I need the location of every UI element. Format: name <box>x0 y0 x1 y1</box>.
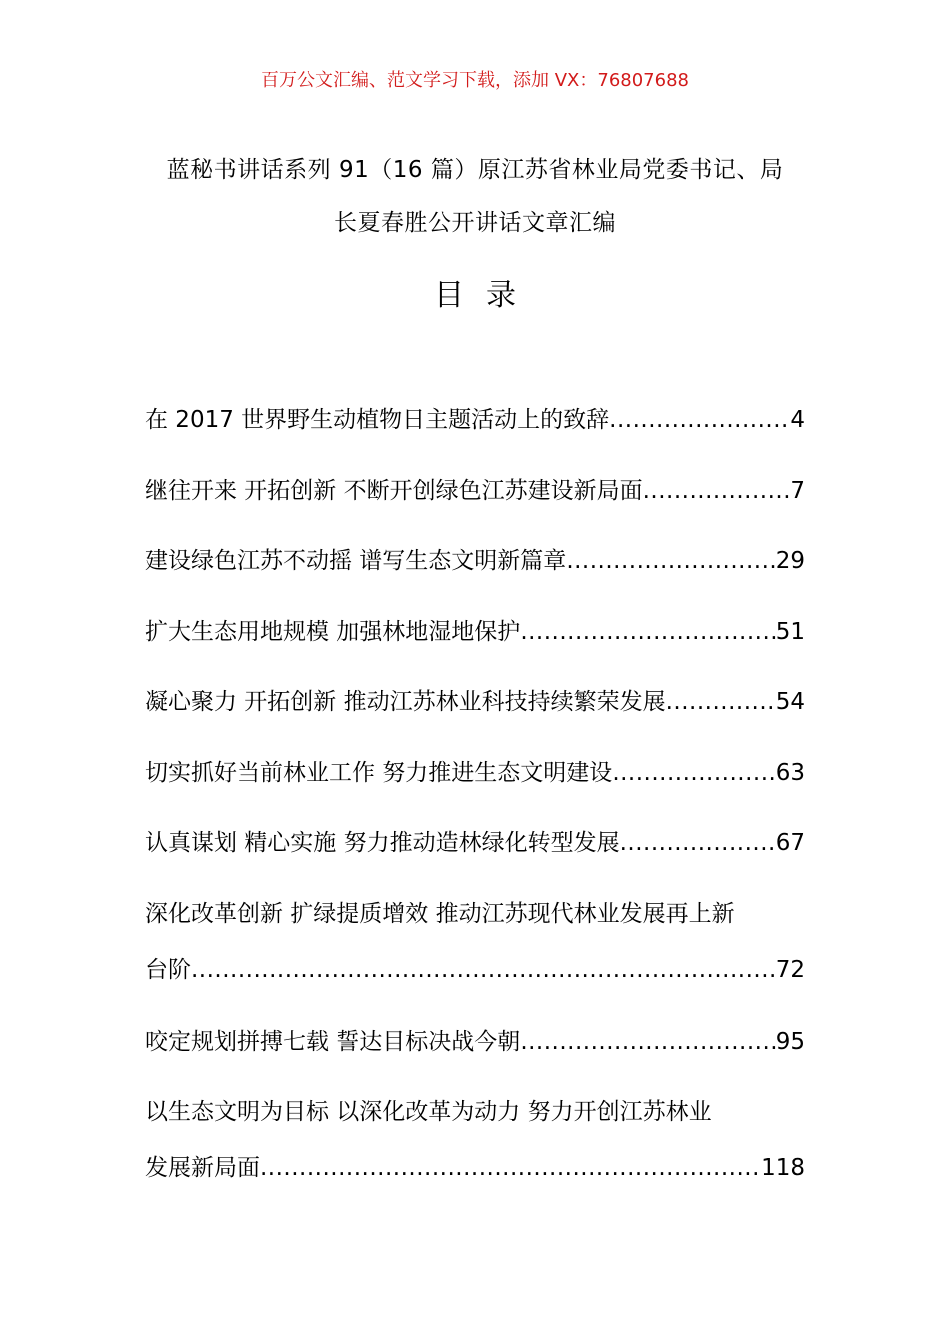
document-title-line-2: 长夏春胜公开讲话文章汇编 <box>334 210 616 236</box>
toc-entry-page: 51 <box>775 619 805 645</box>
toc-entry-title-line-1: 以生态文明为目标 以深化改革为动力 努力开创江苏林业 <box>145 1099 712 1125</box>
document-title-line-1: 蓝秘书讲话系列 91（16 篇）原江苏省林业局党委书记、局 <box>166 157 784 183</box>
toc-entry-page: 95 <box>775 1029 805 1055</box>
toc-entry-title: 在 2017 世界野生动植物日主题活动上的致辞 <box>145 407 610 433</box>
promo-header: 百万公文汇编、范文学习下载，添加 VX：76807688 <box>261 70 689 91</box>
dot-leader <box>620 815 776 871</box>
toc-entry-title: 认真谋划 精心实施 努力推动造林绿化转型发展 <box>145 830 620 856</box>
toc-entry-page: 4 <box>790 407 805 433</box>
toc-entry-title: 发展新局面 <box>145 1155 260 1181</box>
toc-entry-title: 台阶 <box>145 957 191 983</box>
toc-entry-title: 建设绿色江苏不动摇 谱写生态文明新篇章 <box>145 548 567 574</box>
toc-entry-title-line-1: 深化改革创新 扩绿提质增效 推动江苏现代林业发展再上新 <box>145 901 735 927</box>
dot-leader <box>566 533 775 589</box>
toc-entry[interactable] <box>145 463 805 519</box>
toc-entry-page: 63 <box>775 760 805 786</box>
dot-leader <box>666 674 776 730</box>
toc-entry-page: 118 <box>761 1155 805 1181</box>
toc-entry[interactable] <box>145 604 805 660</box>
dot-leader <box>260 1140 761 1196</box>
dot-leader <box>520 1014 775 1070</box>
dot-leader <box>643 463 791 519</box>
toc-heading: 目录 <box>434 278 538 313</box>
toc-entry-title: 扩大生态用地规模 加强林地湿地保护 <box>145 619 521 645</box>
toc-entry-title: 咬定规划拼搏七载 誓达目标决战今朝 <box>145 1029 521 1055</box>
toc-entry[interactable] <box>145 745 805 801</box>
toc-entry-page: 7 <box>790 478 805 504</box>
toc-entry-page: 29 <box>775 548 805 574</box>
dot-leader <box>520 604 775 660</box>
toc-entry[interactable] <box>145 392 805 448</box>
toc-entry[interactable] <box>145 1014 805 1070</box>
toc-entry[interactable] <box>145 1084 805 1196</box>
toc-entry-title: 切实抓好当前林业工作 努力推进生态文明建设 <box>145 760 613 786</box>
toc-entry-page: 54 <box>775 689 805 715</box>
toc-entry[interactable] <box>145 886 805 998</box>
dot-leader <box>609 392 790 448</box>
toc-entry-title: 继往开来 开拓创新 不断开创绿色江苏建设新局面 <box>145 478 643 504</box>
toc-entry-title: 凝心聚力 开拓创新 推动江苏林业科技持续繁荣发展 <box>145 689 666 715</box>
toc-entry-page: 72 <box>775 957 805 983</box>
toc-entry[interactable] <box>145 533 805 589</box>
toc-entry[interactable] <box>145 674 805 730</box>
dot-leader <box>191 942 776 998</box>
toc-entry-page: 67 <box>775 830 805 856</box>
toc-entry[interactable] <box>145 815 805 871</box>
dot-leader <box>612 745 775 801</box>
